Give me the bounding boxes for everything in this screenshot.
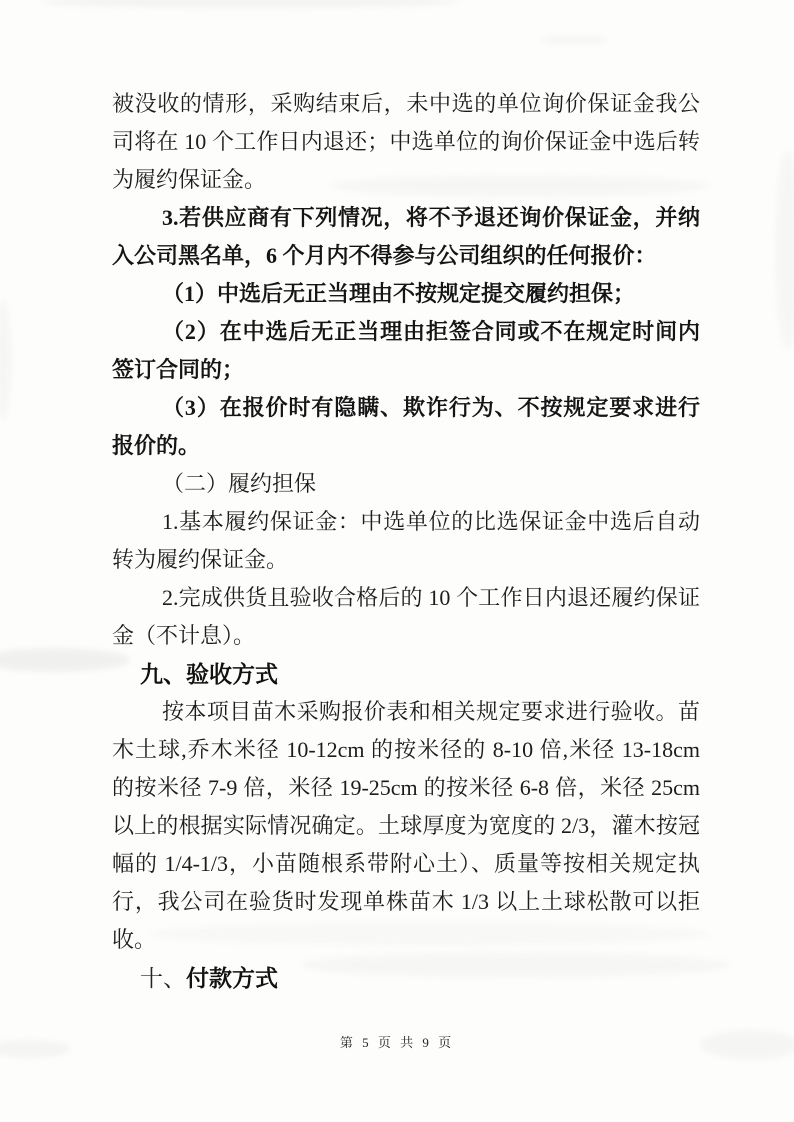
section-number-nine: 九、 bbox=[140, 661, 186, 687]
scan-artifact bbox=[775, 150, 794, 350]
para-rule-1: （1）中选后无正当理由不按规定提交履约担保； bbox=[162, 281, 636, 306]
page-footer bbox=[0, 1032, 794, 1051]
para-rule-3: （3）在报价时有隐瞒、欺诈行为、不按规定要求进行报价的。 bbox=[112, 395, 700, 458]
section-title-payment: 付款方式 bbox=[186, 965, 278, 991]
para-blacklist-rule: 3.若供应商有下列情况，将不予退还询价保证金，并纳入公司黑名单，6 个月内不得参与公司组织的任何报价： bbox=[112, 205, 700, 268]
scan-artifact bbox=[0, 648, 130, 672]
para-acceptance-method: 按本项目苗木采购报价表和相关规定要求进行验收。苗木土球,乔木米径 10-12cm 的按米径的 8-10 倍,米径 13-18cm 的按米径 7-9 倍，米径 19-25cm 的按米径 6-8 倍，米径 25cm 以上的根据实际情况确定。土球厚度为宽度的 2/3，灌木按冠幅的 1/4-1/3，小苗随根系带附心土）、质量等按相关规定执行，我公司在验货时发现单株苗木 1/3 以上土球松散可以拒收。 bbox=[112, 699, 700, 952]
para-basic-performance-deposit: 1.基本履约保证金：中选单位的比选保证金中选后自动转为履约保证金。 bbox=[112, 509, 700, 572]
section-title-acceptance: 验收方式 bbox=[186, 661, 278, 687]
para-deposit-return-after-delivery: 2.完成供货且验收合格后的 10 个工作日内退还履约保证金（不计息）。 bbox=[112, 585, 700, 648]
scan-artifact bbox=[540, 36, 610, 44]
section-number-ten: 十、 bbox=[140, 966, 186, 991]
scan-artifact bbox=[40, 0, 460, 8]
section-heading-acceptance bbox=[112, 655, 700, 693]
scan-artifact bbox=[0, 300, 12, 420]
section-heading-payment bbox=[112, 959, 700, 998]
document-content bbox=[112, 85, 700, 998]
para-performance-guarantee-subtitle: （二）履约担保 bbox=[162, 471, 317, 496]
page-number: 第 5 页 共 9 页 bbox=[339, 1035, 455, 1050]
para-rule-2: （2）在中选后无正当理由拒签合同或不在规定时间内签订合同的； bbox=[112, 319, 700, 382]
para-deposit-refund: 被没收的情形，采购结束后，未中选的单位询价保证金我公司将在 10 个工作日内退还；中选单位的询价保证金中选后转为履约保证金。 bbox=[112, 91, 700, 192]
